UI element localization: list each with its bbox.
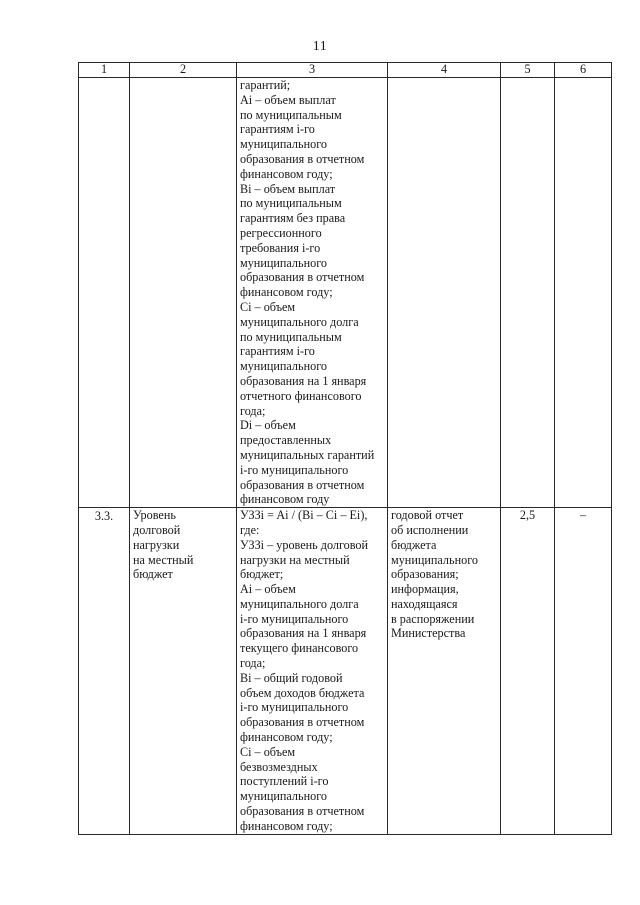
table-row (79, 508, 612, 835)
text-line: муниципальных гарантий (240, 447, 375, 462)
text-line: безвозмездных (240, 759, 318, 774)
text-line: образования на 1 января (240, 373, 367, 388)
text-line: предоставленных (240, 433, 332, 448)
text-line: года; (240, 403, 266, 418)
text-line: образования в отчетном (240, 151, 365, 166)
text-line: по муниципальным (240, 107, 342, 122)
text-line: УЗЗi – уровень долговой (240, 537, 369, 552)
text-line: Уровень (133, 508, 176, 523)
text-line: УЗЗi = Ai / (Bi – Ci – Ei), (240, 508, 368, 523)
text-line: муниципального долга (240, 314, 359, 329)
text-line: нагрузки (133, 537, 180, 552)
text-line: бюджет; (240, 567, 284, 582)
text-line: Ci – объем (240, 744, 296, 759)
text-line: требования i-го (240, 240, 321, 255)
text-line: бюджета (391, 537, 437, 552)
page-number: 11 (312, 39, 328, 54)
text-line: Ci – объем (240, 299, 296, 314)
header-cell-6: 6 (555, 63, 612, 78)
text-line: финансовом году; (240, 818, 333, 833)
text-line: i-го муниципального (240, 462, 349, 477)
criteria-table (78, 62, 612, 835)
text-line: Министерства (391, 626, 466, 641)
text-line: на местный (133, 552, 194, 567)
text-line: образования в отчетном (240, 477, 365, 492)
text-line: регрессионного (240, 225, 322, 240)
text-line: финансовом году; (240, 285, 333, 300)
text-line: муниципального (391, 552, 478, 567)
formula-cell (237, 508, 388, 835)
text-line: Ai – объем (240, 582, 296, 597)
text-line: финансовом году (240, 492, 330, 507)
value-cell: 2,5 (501, 508, 555, 835)
text-line: i-го муниципального (240, 611, 349, 626)
text-line: муниципального (240, 359, 327, 374)
text-line: отчетного финансового (240, 388, 362, 403)
text-line: образования; (391, 567, 459, 582)
header-cell-3: 3 (237, 63, 388, 78)
text-line: долговой (133, 522, 181, 537)
header-cell-1: 1 (79, 63, 130, 78)
text-line: образования в отчетном (240, 715, 365, 730)
note-cell: – (555, 508, 612, 835)
text-line: муниципального долга (240, 596, 359, 611)
header-cell-4: 4 (388, 63, 501, 78)
text-line: финансовом году; (240, 166, 333, 181)
text-line: где: (240, 522, 260, 537)
text-line: гарантиям i-го (240, 122, 315, 137)
text-line: гарантий; (240, 78, 291, 92)
table-header-row (79, 63, 612, 78)
text-line: финансовом году; (240, 730, 333, 745)
text-line: нагрузки на местный (240, 552, 350, 567)
text-line: Di – объем (240, 418, 296, 433)
note-cell (555, 78, 612, 508)
text-line: бюджет (133, 567, 173, 582)
indicator-name-cell (130, 508, 237, 835)
text-line: Bi – объем выплат (240, 181, 336, 196)
text-line: текущего финансового (240, 641, 359, 656)
header-cell-5: 5 (501, 63, 555, 78)
formula-cell (237, 78, 388, 508)
text-line: по муниципальным (240, 329, 342, 344)
text-line: муниципального (240, 255, 327, 270)
text-line: i-го муниципального (240, 700, 349, 715)
text-line: объем доходов бюджета (240, 685, 365, 700)
table-row (79, 78, 612, 508)
text-line: по муниципальным (240, 196, 342, 211)
text-line: поступлений i-го (240, 774, 329, 789)
text-line: образования в отчетном (240, 804, 365, 819)
text-line: находящаяся (391, 596, 458, 611)
text-line: информация, (391, 582, 459, 597)
text-line: в распоряжении (391, 611, 475, 626)
source-cell (388, 78, 501, 508)
source-cell (388, 508, 501, 835)
indicator-name-cell (130, 78, 237, 508)
text-line: гарантиям без права (240, 211, 346, 226)
text-line: муниципального (240, 137, 327, 152)
text-line: года; (240, 656, 266, 671)
text-line: Ai – объем выплат (240, 92, 336, 107)
text-line: образования в отчетном (240, 270, 365, 285)
row-number-cell (79, 78, 130, 508)
text-line: гарантиям i-го (240, 344, 315, 359)
value-cell (501, 78, 555, 508)
text-line: образования на 1 января (240, 626, 367, 641)
text-line: Bi – общий годовой (240, 670, 343, 685)
text-line: годовой отчет (391, 508, 464, 523)
header-cell-2: 2 (130, 63, 237, 78)
text-line: об исполнении (391, 522, 469, 537)
row-number-cell: 3.3. (79, 508, 130, 835)
text-line: муниципального (240, 789, 327, 804)
